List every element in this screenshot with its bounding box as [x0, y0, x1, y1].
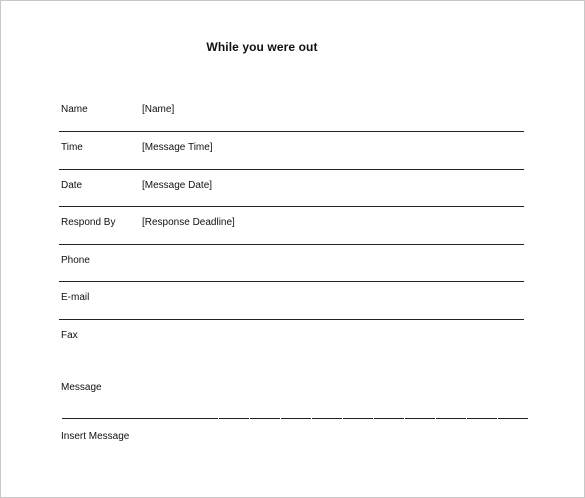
field-rule — [59, 244, 524, 245]
field-value-respond-by[interactable]: [Response Deadline] — [142, 217, 235, 228]
field-value-name[interactable]: [Name] — [142, 104, 175, 115]
field-rule — [59, 319, 524, 320]
message-label: Message — [61, 382, 102, 393]
form-title: While you were out — [206, 40, 318, 54]
field-value-time[interactable]: [Message Time] — [142, 142, 213, 153]
field-rule — [59, 206, 524, 207]
field-label-date: Date — [61, 180, 83, 191]
field-rule — [59, 169, 524, 170]
field-label-respond-by: Respond By — [61, 217, 116, 228]
field-label-phone: Phone — [61, 255, 90, 266]
field-label-email: E-mail — [61, 292, 90, 303]
insert-message-text[interactable]: Insert Message — [61, 431, 130, 442]
field-rule — [59, 131, 524, 132]
message-rule — [62, 416, 528, 419]
field-label-time: Time — [61, 142, 83, 153]
field-label-name: Name — [61, 104, 88, 115]
field-value-date[interactable]: [Message Date] — [142, 180, 213, 191]
field-rule — [59, 281, 524, 282]
field-label-fax: Fax — [61, 330, 78, 341]
